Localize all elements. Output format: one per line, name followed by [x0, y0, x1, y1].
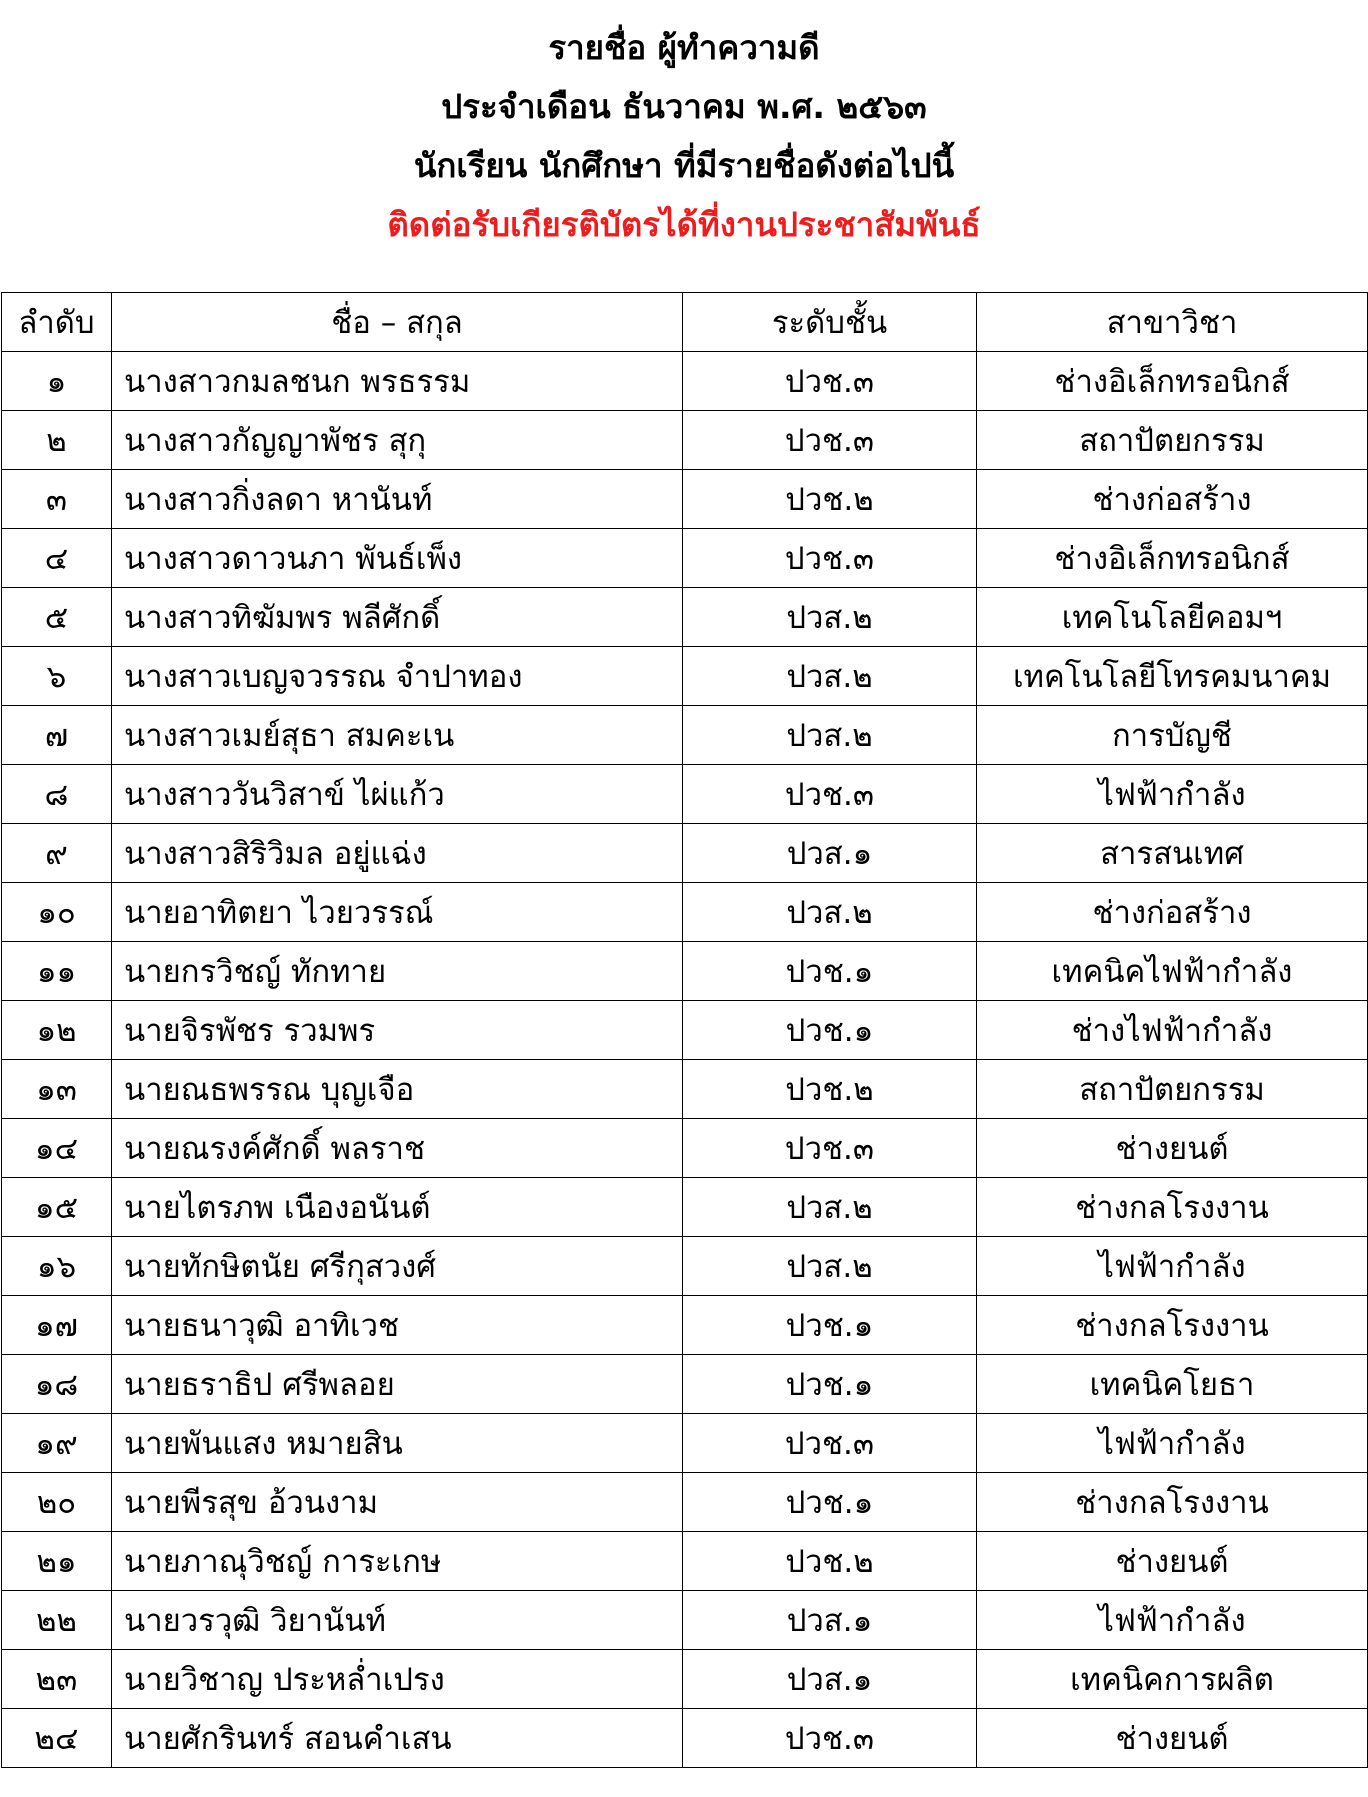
cell-level: ปวส.๒: [683, 883, 977, 942]
table-header-row: [2, 293, 1368, 352]
cell-major: ช่างก่อสร้าง: [977, 470, 1368, 529]
table-row: [2, 470, 1368, 529]
cell-level: ปวช.๓: [683, 352, 977, 411]
cell-level: ปวช.๑: [683, 1473, 977, 1532]
table-row: [2, 1119, 1368, 1178]
cell-major: เทคโนโลยีคอมฯ: [977, 588, 1368, 647]
table-row: [2, 1060, 1368, 1119]
column-header-level: ระดับชั้น: [683, 293, 977, 352]
cell-number: ๒๑: [2, 1532, 112, 1591]
cell-name: นางสาวสิริวิมล อยู่แฉ่ง: [112, 824, 683, 883]
cell-level: ปวส.๒: [683, 706, 977, 765]
cell-number: ๑๔: [2, 1119, 112, 1178]
cell-level: ปวช.๓: [683, 1414, 977, 1473]
cell-number: ๓: [2, 470, 112, 529]
cell-name: นางสาวกิ่งลดา หานันท์: [112, 470, 683, 529]
cell-level: ปวช.๓: [683, 1119, 977, 1178]
cell-major: ช่างไฟฟ้ากำลัง: [977, 1001, 1368, 1060]
table-row: [2, 411, 1368, 470]
table-row: [2, 529, 1368, 588]
cell-level: ปวส.๒: [683, 1237, 977, 1296]
cell-number: ๙: [2, 824, 112, 883]
cell-number: ๒: [2, 411, 112, 470]
cell-name: นางสาวเบญจวรรณ จำปาทอง: [112, 647, 683, 706]
cell-major: เทคนิคโยธา: [977, 1355, 1368, 1414]
cell-number: ๑๕: [2, 1178, 112, 1237]
cell-number: ๒๒: [2, 1591, 112, 1650]
cell-level: ปวส.๑: [683, 824, 977, 883]
cell-name: นายอาทิตยา ไวยวรรณ์: [112, 883, 683, 942]
cell-number: ๕: [2, 588, 112, 647]
column-header-name: ชื่อ – สกุล: [112, 293, 683, 352]
student-roster-table: [1, 292, 1368, 1768]
cell-level: ปวช.๓: [683, 529, 977, 588]
cell-level: ปวช.๓: [683, 411, 977, 470]
cell-name: นายศักรินทร์ สอนคำเสน: [112, 1709, 683, 1768]
cell-level: ปวช.๑: [683, 1355, 977, 1414]
cell-number: ๗: [2, 706, 112, 765]
cell-number: ๑๒: [2, 1001, 112, 1060]
cell-name: นายธราธิป ศรีพลอย: [112, 1355, 683, 1414]
cell-major: สถาปัตยกรรม: [977, 411, 1368, 470]
cell-major: ช่างกลโรงงาน: [977, 1296, 1368, 1355]
cell-name: นางสาววันวิสาข์ ไผ่แก้ว: [112, 765, 683, 824]
cell-level: ปวช.๑: [683, 942, 977, 1001]
cell-name: นายจิรพัชร รวมพร: [112, 1001, 683, 1060]
cell-major: ไฟฟ้ากำลัง: [977, 765, 1368, 824]
cell-name: นางสาวเมย์สุธา สมคะเน: [112, 706, 683, 765]
cell-name: นางสาวดาวนภา พันธ์เพ็ง: [112, 529, 683, 588]
cell-number: ๒๓: [2, 1650, 112, 1709]
cell-number: ๑๖: [2, 1237, 112, 1296]
cell-level: ปวส.๒: [683, 588, 977, 647]
document-title: รายชื่อ ผู้ทำความดี: [548, 28, 820, 67]
cell-number: ๒๔: [2, 1709, 112, 1768]
cell-level: ปวช.๑: [683, 1001, 977, 1060]
cell-number: ๑๘: [2, 1355, 112, 1414]
cell-name: นางสาวกมลชนก พรธรรม: [112, 352, 683, 411]
cell-level: ปวช.๓: [683, 765, 977, 824]
cell-number: ๔: [2, 529, 112, 588]
table-row: [2, 1650, 1368, 1709]
cell-name: นายกรวิชญ์ ทักทาย: [112, 942, 683, 1001]
cell-number: ๑๓: [2, 1060, 112, 1119]
cell-major: สารสนเทศ: [977, 824, 1368, 883]
cell-name: นายทักษิตนัย ศรีกุสวงศ์: [112, 1237, 683, 1296]
cell-level: ปวช.๒: [683, 1060, 977, 1119]
table-body: [2, 352, 1368, 1768]
cell-major: เทคนิคไฟฟ้ากำลัง: [977, 942, 1368, 1001]
cell-major: ช่างอิเล็กทรอนิกส์: [977, 529, 1368, 588]
cell-number: ๑๗: [2, 1296, 112, 1355]
cell-major: เทคโนโลยีโทรคมนาคม: [977, 647, 1368, 706]
cell-number: ๑๙: [2, 1414, 112, 1473]
cell-major: ช่างยนต์: [977, 1119, 1368, 1178]
cell-level: ปวส.๑: [683, 1650, 977, 1709]
document-subtitle: นักเรียน นักศึกษา ที่มีรายชื่อดังต่อไปนี้: [413, 146, 955, 185]
cell-name: นายวรวุฒิ วิยานันท์: [112, 1591, 683, 1650]
table-row: [2, 1473, 1368, 1532]
table-row: [2, 1001, 1368, 1060]
cell-name: นายไตรภพ เนืองอนันต์: [112, 1178, 683, 1237]
table-row: [2, 1178, 1368, 1237]
cell-name: นางสาวกัญญาพัชร สุกุ: [112, 411, 683, 470]
cell-level: ปวส.๒: [683, 647, 977, 706]
table-row: [2, 1709, 1368, 1768]
cell-number: ๘: [2, 765, 112, 824]
cell-major: ไฟฟ้ากำลัง: [977, 1237, 1368, 1296]
cell-major: ช่างยนต์: [977, 1532, 1368, 1591]
cell-major: การบัญชี: [977, 706, 1368, 765]
document-header: [0, 18, 1368, 254]
table-row: [2, 706, 1368, 765]
table-row: [2, 942, 1368, 1001]
table-row: [2, 824, 1368, 883]
table-row: [2, 1296, 1368, 1355]
cell-level: ปวส.๒: [683, 1178, 977, 1237]
document-month: ประจำเดือน ธันวาคม พ.ศ. ๒๕๖๓: [441, 87, 927, 126]
cell-level: ปวช.๑: [683, 1296, 977, 1355]
cell-level: ปวส.๑: [683, 1591, 977, 1650]
table-row: [2, 765, 1368, 824]
table-row: [2, 1532, 1368, 1591]
cell-major: ไฟฟ้ากำลัง: [977, 1591, 1368, 1650]
table-row: [2, 883, 1368, 942]
table-row: [2, 1355, 1368, 1414]
cell-major: ช่างกลโรงงาน: [977, 1473, 1368, 1532]
cell-major: สถาปัตยกรรม: [977, 1060, 1368, 1119]
cell-major: ช่างยนต์: [977, 1709, 1368, 1768]
cell-major: เทคนิคการผลิต: [977, 1650, 1368, 1709]
cell-number: ๑: [2, 352, 112, 411]
table-row: [2, 588, 1368, 647]
cell-major: ไฟฟ้ากำลัง: [977, 1414, 1368, 1473]
cell-name: นางสาวทิฆัมพร พลีศักดิ์: [112, 588, 683, 647]
cell-number: ๑๐: [2, 883, 112, 942]
cell-major: ช่างกลโรงงาน: [977, 1178, 1368, 1237]
cell-major: ช่างก่อสร้าง: [977, 883, 1368, 942]
cell-level: ปวช.๒: [683, 470, 977, 529]
cell-level: ปวช.๒: [683, 1532, 977, 1591]
table-row: [2, 352, 1368, 411]
cell-name: นายธนาวุฒิ อาทิเวช: [112, 1296, 683, 1355]
cell-number: ๒๐: [2, 1473, 112, 1532]
cell-name: นายพันแสง หมายสิน: [112, 1414, 683, 1473]
column-header-major: สาขาวิชา: [977, 293, 1368, 352]
cell-name: นายวิชาญ ประหล่ำเปรง: [112, 1650, 683, 1709]
table-row: [2, 1414, 1368, 1473]
table-row: [2, 1237, 1368, 1296]
cell-number: ๑๑: [2, 942, 112, 1001]
cell-name: นายณรงค์ศักดิ์ พลราช: [112, 1119, 683, 1178]
table-row: [2, 1591, 1368, 1650]
cell-name: นายพีรสุข อ้วนงาม: [112, 1473, 683, 1532]
cell-name: นายภาณุวิชญ์ การะเกษ: [112, 1532, 683, 1591]
certificate-notice: ติดต่อรับเกียรติบัตรได้ที่งานประชาสัมพันธ์: [387, 205, 981, 244]
column-header-number: ลำดับ: [2, 293, 112, 352]
cell-name: นายณธพรรณ บุญเจือ: [112, 1060, 683, 1119]
cell-number: ๖: [2, 647, 112, 706]
cell-level: ปวช.๓: [683, 1709, 977, 1768]
table-row: [2, 647, 1368, 706]
cell-major: ช่างอิเล็กทรอนิกส์: [977, 352, 1368, 411]
